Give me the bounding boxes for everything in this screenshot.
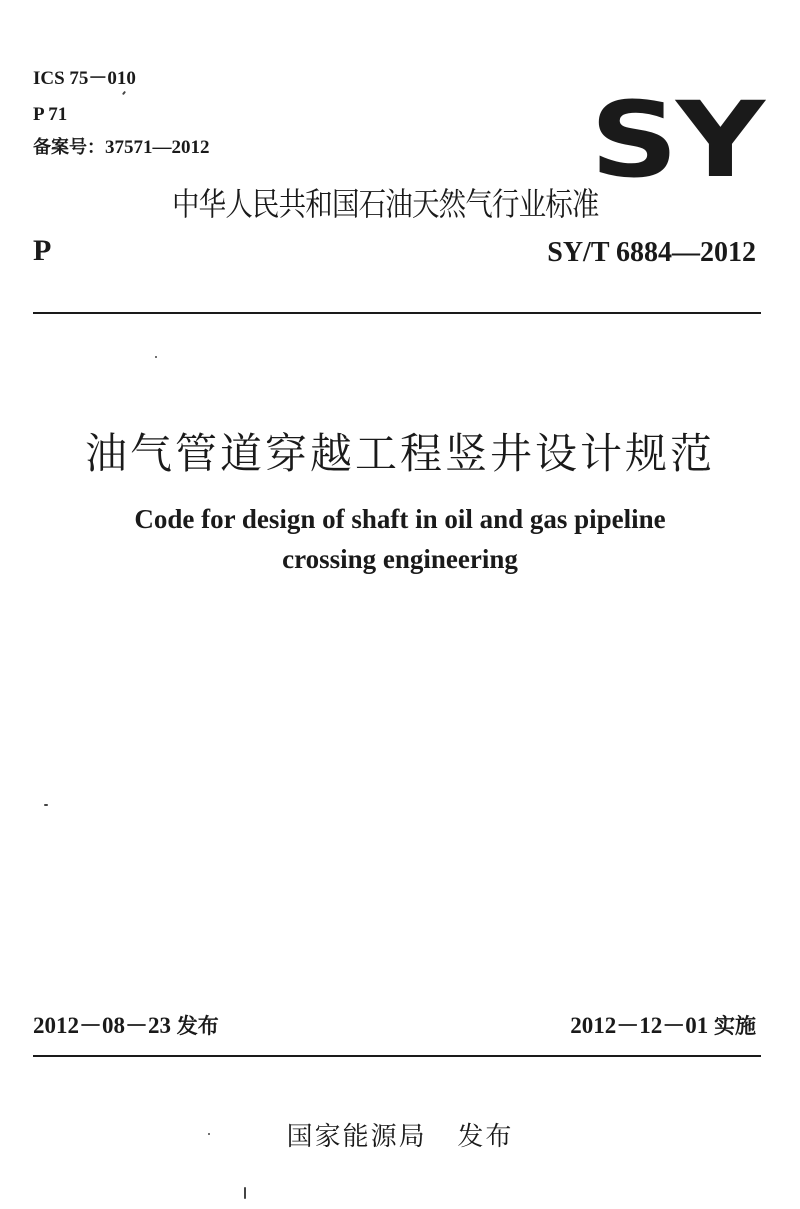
document-title-english-line1: Code for design of shaft in oil and gas pipeline <box>134 504 666 534</box>
document-title-chinese: 油气管道穿越工程竖井设计规范 <box>84 429 715 478</box>
publisher-name: 国家能源局 <box>286 1122 427 1152</box>
implement-label: 实施 <box>714 1014 756 1038</box>
implement-date-line <box>570 1011 756 1041</box>
ccs-code: P 71 <box>33 104 68 125</box>
footer-divider <box>33 1055 761 1057</box>
header-divider <box>33 312 761 314</box>
issue-date-line <box>33 1011 219 1041</box>
standard-number: SY/T 6884—2012 <box>547 237 756 268</box>
scan-speck <box>122 91 126 95</box>
publisher-line <box>0 1120 800 1154</box>
ics-code: ICS 75－010 <box>33 68 136 89</box>
record-number-label: 备案号 <box>33 137 87 158</box>
scan-speck <box>244 1187 246 1199</box>
record-number-value: 37571—2012 <box>105 137 210 158</box>
sy-logo: SY <box>590 79 763 201</box>
scan-speck <box>155 356 157 358</box>
record-number-colon: ： <box>87 137 105 158</box>
scan-speck <box>208 1133 210 1135</box>
publisher-action: 发布 <box>457 1122 514 1152</box>
classification-letter: P <box>33 234 52 267</box>
implement-date: 2012－12－01 <box>570 1013 709 1038</box>
issue-date: 2012－08－23 <box>33 1013 171 1038</box>
scan-speck <box>44 804 48 806</box>
issue-label: 发布 <box>176 1014 219 1038</box>
record-number-line <box>33 137 210 159</box>
document-title-english-line2: crossing engineering <box>282 544 518 574</box>
industry-standard-title: 中华人民共和国石油天然气行业标准 <box>172 185 599 223</box>
